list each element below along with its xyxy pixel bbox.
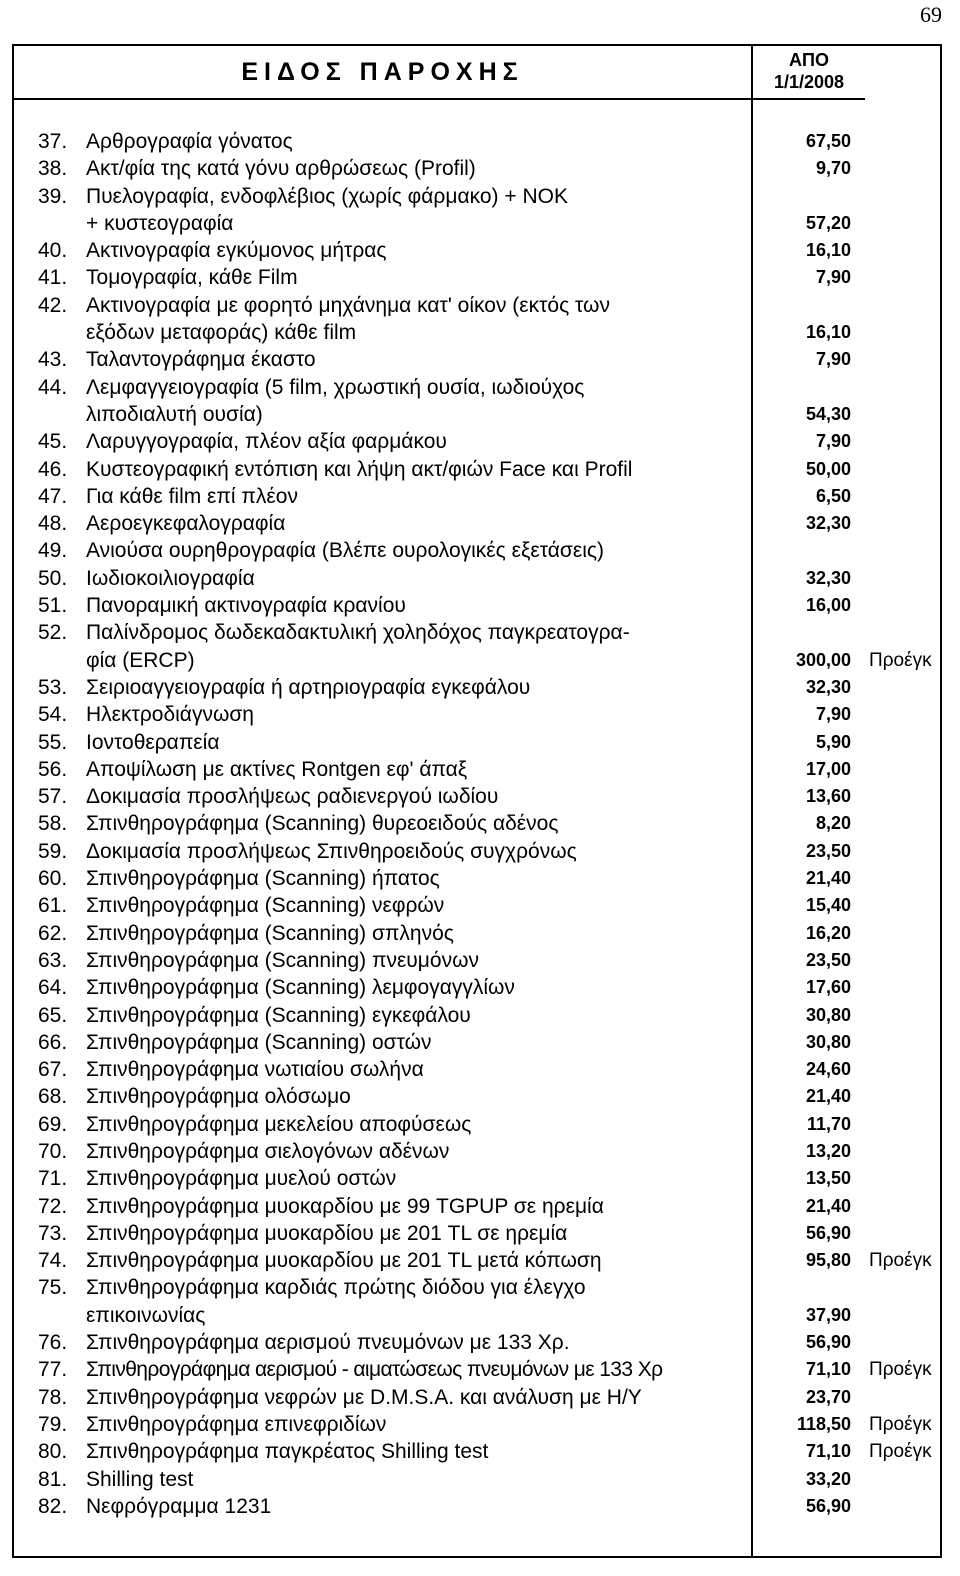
table-row <box>14 1493 940 1520</box>
row-description <box>86 619 751 674</box>
price-table <box>12 44 942 1558</box>
row-description <box>86 1329 751 1356</box>
table-row <box>14 483 940 510</box>
table-row <box>14 374 940 429</box>
row-note <box>851 456 949 483</box>
row-description <box>86 1438 751 1465</box>
table-row <box>14 510 940 537</box>
row-price: 21,40 <box>805 1086 851 1107</box>
row-note <box>851 729 949 756</box>
row-number: 52. <box>38 621 68 645</box>
table-row <box>14 674 940 701</box>
description-line: Σπινθηρογράφημα νεφρών με D.M.S.A. και ανάλυση με Η/Υ <box>86 1385 642 1409</box>
row-note <box>851 510 949 537</box>
description-line: λιποδιαλυτή ουσία) <box>86 402 263 426</box>
row-description <box>86 428 751 455</box>
row-number: 48. <box>38 512 68 536</box>
description-line: Σπινθηρογράφημα μεκελείου αποφύσεως <box>86 1112 472 1136</box>
description-line: Σπινθηρογράφημα σιελογόνων αδένων <box>86 1139 450 1163</box>
table-row <box>14 1247 940 1274</box>
row-price: 13,20 <box>805 1140 851 1161</box>
description-line: Τομογραφία, κάθε Film <box>86 266 298 290</box>
row-number: 43. <box>38 348 68 372</box>
row-number: 69. <box>38 1112 68 1136</box>
row-note <box>851 1329 949 1356</box>
row-number: 60. <box>38 867 68 891</box>
row-note <box>851 1138 949 1165</box>
row-note: Προέγκ <box>869 1413 932 1435</box>
description-line: Σπινθηρογράφημα καρδιάς πρώτης διόδου για έλεγχο <box>86 1276 586 1300</box>
row-description <box>86 1029 751 1056</box>
row-note <box>851 756 949 783</box>
row-number: 82. <box>38 1494 68 1518</box>
row-number: 59. <box>38 839 68 863</box>
row-price: 54,30 <box>805 403 851 424</box>
row-number: 65. <box>38 1003 68 1027</box>
row-price: 30,80 <box>805 1004 851 1025</box>
row-note <box>851 920 949 947</box>
table-row <box>14 1165 940 1192</box>
row-price: 7,90 <box>815 349 851 370</box>
row-price: 300,00 <box>795 649 851 670</box>
header-date-value: 1/1/2008 <box>773 72 845 92</box>
description-line: Σπινθηρογράφημα μυελού οστών <box>86 1167 397 1191</box>
row-description <box>86 1111 751 1138</box>
row-description <box>86 729 751 756</box>
row-description <box>86 1466 751 1493</box>
row-price: 95,80 <box>805 1250 851 1271</box>
table-row <box>14 1384 940 1411</box>
description-line: Ταλαντογράφημα έκαστο <box>86 348 316 372</box>
row-description <box>86 1493 751 1520</box>
row-number: 54. <box>38 703 68 727</box>
table-row <box>14 920 940 947</box>
table-row <box>14 1138 940 1165</box>
row-note: Προέγκ <box>869 1441 932 1463</box>
row-price: 32,30 <box>805 567 851 588</box>
row-number: 53. <box>38 675 68 699</box>
table-row <box>14 783 940 810</box>
row-number: 42. <box>38 293 68 317</box>
row-number: 74. <box>38 1249 68 1273</box>
row-description <box>86 237 751 264</box>
row-price: 13,60 <box>805 786 851 807</box>
description-line: επικοινωνίας <box>86 1303 206 1327</box>
row-note <box>851 1165 949 1192</box>
row-price: 8,20 <box>815 813 851 834</box>
row-description <box>86 483 751 510</box>
row-description <box>86 374 751 429</box>
row-price: 23,50 <box>805 840 851 861</box>
description-line: Shilling test <box>86 1467 194 1491</box>
table-row <box>14 237 940 264</box>
table-row <box>14 892 940 919</box>
row-number: 39. <box>38 184 68 208</box>
row-price: 15,40 <box>805 895 851 916</box>
description-line: φία (ERCP) <box>86 648 195 672</box>
row-number: 75. <box>38 1276 68 1300</box>
row-note <box>851 374 949 429</box>
row-note <box>851 1384 949 1411</box>
description-line: Σπινθηρογράφημα μυοκαρδίου με 201 TL σε ηρεμία <box>86 1221 568 1245</box>
row-description <box>86 865 751 892</box>
row-price: 24,60 <box>805 1059 851 1080</box>
description-line: Σπινθηρογράφημα μυοκαρδίου με 201 TL μετά κόπωση <box>86 1249 602 1273</box>
row-description <box>86 456 751 483</box>
description-line: Ακτινογραφία με φορητό μηχάνημα κατ' οίκον (εκτός των <box>86 293 610 317</box>
row-note <box>851 947 949 974</box>
row-description <box>86 674 751 701</box>
row-number: 58. <box>38 812 68 836</box>
row-note <box>851 1274 949 1329</box>
description-line: Ακτινογραφία εγκύμονος μήτρας <box>86 239 387 263</box>
row-price: 16,00 <box>805 595 851 616</box>
row-note <box>851 264 949 291</box>
header-divider <box>14 98 751 100</box>
row-note <box>851 1002 949 1029</box>
row-description <box>86 1220 751 1247</box>
table-row <box>14 1193 940 1220</box>
row-number: 57. <box>38 785 68 809</box>
row-price: 71,10 <box>805 1359 851 1380</box>
description-line: Σπινθηρογράφημα (Scanning) θυρεοειδούς αδένος <box>86 812 559 836</box>
row-note <box>851 155 949 182</box>
row-note <box>851 1056 949 1083</box>
row-price: 16,20 <box>805 922 851 943</box>
table-body <box>14 128 940 1520</box>
row-note: Προέγκ <box>869 649 932 671</box>
header-date-label: ΑΠΟ <box>789 50 829 70</box>
row-description <box>86 264 751 291</box>
row-price: 32,30 <box>805 676 851 697</box>
row-price: 7,90 <box>815 704 851 725</box>
row-price: 23,50 <box>805 949 851 970</box>
row-price: 30,80 <box>805 1031 851 1052</box>
row-description <box>86 346 751 373</box>
table-row <box>14 619 940 674</box>
row-note <box>851 346 949 373</box>
row-number: 77. <box>38 1358 68 1382</box>
description-line: Σπινθηρογράφημα (Scanning) οστών <box>86 1030 432 1054</box>
row-description <box>86 292 751 347</box>
table-row <box>14 1029 940 1056</box>
row-price: 9,70 <box>815 158 851 179</box>
row-note <box>851 1029 949 1056</box>
row-number: 55. <box>38 730 68 754</box>
table-row <box>14 1411 940 1438</box>
row-price: 50,00 <box>805 458 851 479</box>
row-number: 61. <box>38 894 68 918</box>
row-description <box>86 701 751 728</box>
row-price: 71,10 <box>805 1441 851 1462</box>
row-description <box>86 1411 751 1438</box>
row-price: 6,50 <box>815 485 851 506</box>
row-number: 64. <box>38 976 68 1000</box>
row-number: 81. <box>38 1467 68 1491</box>
table-row <box>14 756 940 783</box>
row-number: 66. <box>38 1030 68 1054</box>
row-description <box>86 756 751 783</box>
table-row <box>14 701 940 728</box>
row-price: 33,20 <box>805 1468 851 1489</box>
description-line: Για κάθε film επί πλέον <box>86 484 298 508</box>
description-line: Σπινθηρογράφημα αερισμού - αιματώσεως πνευμόνων με 133 Χρ <box>86 1358 663 1382</box>
description-line: Κυστεογραφική εντόπιση και λήψη ακτ/φιών Face και Profil <box>86 457 633 481</box>
row-number: 70. <box>38 1139 68 1163</box>
header-divider-right <box>751 98 865 100</box>
description-line: Νεφρόγραμμα 1231 <box>86 1494 272 1518</box>
row-description <box>86 1165 751 1192</box>
row-note <box>851 292 949 347</box>
table-row <box>14 428 940 455</box>
row-note: Προέγκ <box>869 1359 932 1381</box>
row-note <box>851 974 949 1001</box>
row-number: 46. <box>38 457 68 481</box>
table-row <box>14 1056 940 1083</box>
row-description <box>86 1083 751 1110</box>
row-price: 17,60 <box>805 977 851 998</box>
row-note <box>851 592 949 619</box>
row-description <box>86 783 751 810</box>
row-number: 62. <box>38 921 68 945</box>
row-note <box>851 183 949 238</box>
row-description <box>86 592 751 619</box>
row-number: 67. <box>38 1058 68 1082</box>
row-description <box>86 155 751 182</box>
row-description <box>86 565 751 592</box>
table-row <box>14 155 940 182</box>
row-number: 37. <box>38 130 68 153</box>
row-price: 37,90 <box>805 1304 851 1325</box>
table-row <box>14 1466 940 1493</box>
row-price: 13,50 <box>805 1168 851 1189</box>
row-description <box>86 1384 751 1411</box>
table-row <box>14 1329 940 1356</box>
row-description <box>86 1138 751 1165</box>
row-note <box>851 865 949 892</box>
description-line: Σπινθηρογράφημα (Scanning) νεφρών <box>86 894 445 918</box>
row-description <box>86 838 751 865</box>
row-description <box>86 183 751 238</box>
table-row <box>14 729 940 756</box>
row-price: 56,90 <box>805 1222 851 1243</box>
row-note <box>851 1466 949 1493</box>
row-note <box>851 428 949 455</box>
row-number: 41. <box>38 266 68 290</box>
row-price: 7,90 <box>815 431 851 452</box>
row-note <box>851 483 949 510</box>
row-price: 67,50 <box>805 131 851 151</box>
description-line: Πυελογραφία, ενδοφλέβιος (χωρίς φάρμακο) + ΝΟΚ <box>86 184 568 208</box>
row-description <box>86 974 751 1001</box>
table-row <box>14 292 940 347</box>
description-line: Αρθρογραφία γόνατος <box>86 130 293 153</box>
row-number: 80. <box>38 1440 68 1464</box>
description-line: Σπινθηρογράφημα παγκρέατος Shilling test <box>86 1440 489 1464</box>
description-line: Αεροεγκεφαλογραφία <box>86 512 286 536</box>
table-header-date <box>753 49 865 93</box>
description-line: Σπινθηρογράφημα (Scanning) εγκεφάλου <box>86 1003 471 1027</box>
table-row <box>14 128 940 155</box>
description-line: Σπινθηρογράφημα (Scanning) ήπατος <box>86 867 440 891</box>
row-number: 49. <box>38 539 68 563</box>
row-note <box>851 537 949 564</box>
row-price: 56,90 <box>805 1495 851 1516</box>
row-number: 78. <box>38 1385 68 1409</box>
description-line: Δοκιμασία προσλήψεως Σπινθηροειδούς συγχρόνως <box>86 839 577 863</box>
table-row <box>14 947 940 974</box>
row-description <box>86 947 751 974</box>
table-row <box>14 1002 940 1029</box>
row-number: 56. <box>38 757 68 781</box>
description-line: Λαρυγγογραφία, πλέον αξία φαρμάκου <box>86 430 447 454</box>
row-number: 50. <box>38 566 68 590</box>
description-line: Σπινθηρογράφημα μυοκαρδίου με 99 TGPUP σε ηρεμία <box>86 1194 604 1218</box>
row-price: 16,10 <box>805 322 851 343</box>
row-number: 72. <box>38 1194 68 1218</box>
row-price: 21,40 <box>805 868 851 889</box>
description-line: Σπινθηρογράφημα (Scanning) σπληνός <box>86 921 454 945</box>
table-row <box>14 346 940 373</box>
description-line: Λεμφαγγειογραφία (5 film, χρωστική ουσία, ιωδιούχος <box>86 375 585 399</box>
table-row <box>14 565 940 592</box>
row-description <box>86 1247 751 1274</box>
description-line: + κυστεογραφία <box>86 211 234 235</box>
table-row <box>14 1356 940 1383</box>
row-description <box>86 920 751 947</box>
table-row <box>14 1274 940 1329</box>
row-description <box>86 537 751 564</box>
row-number: 40. <box>38 239 68 263</box>
row-note <box>851 1193 949 1220</box>
description-line: Ηλεκτροδιάγνωση <box>86 703 254 727</box>
row-description <box>86 1193 751 1220</box>
description-line: Σπινθηρογράφημα επινεφριδίων <box>86 1412 387 1436</box>
row-price <box>751 537 851 564</box>
row-price: 32,30 <box>805 513 851 534</box>
row-price: 5,90 <box>815 731 851 752</box>
table-row <box>14 810 940 837</box>
row-description <box>86 128 751 155</box>
row-number: 44. <box>38 375 68 399</box>
description-line: Σπινθηρογράφημα ολόσωμο <box>86 1085 351 1109</box>
row-description <box>86 510 751 537</box>
row-number: 51. <box>38 594 68 618</box>
row-price: 23,70 <box>805 1386 851 1407</box>
row-number: 45. <box>38 430 68 454</box>
description-line: Σπινθηρογράφημα νωτιαίου σωλήνα <box>86 1058 424 1082</box>
row-price: 11,70 <box>806 1113 851 1134</box>
row-note <box>851 674 949 701</box>
row-note <box>851 237 949 264</box>
row-number: 47. <box>38 484 68 508</box>
row-note <box>851 783 949 810</box>
table-row <box>14 592 940 619</box>
table-header-title: ΕΙΔΟΣ ΠΑΡΟΧΗΣ <box>241 58 524 86</box>
row-number: 79. <box>38 1412 68 1436</box>
row-price: 56,90 <box>805 1332 851 1353</box>
row-note <box>851 701 949 728</box>
row-description <box>86 892 751 919</box>
row-description <box>86 810 751 837</box>
table-row <box>14 183 940 238</box>
row-description <box>86 1002 751 1029</box>
row-price: 17,00 <box>805 758 851 779</box>
table-row <box>14 1111 940 1138</box>
table-row <box>14 456 940 483</box>
table-row <box>14 1438 940 1465</box>
description-line: Ιωδιοκοιλιογραφία <box>86 566 255 590</box>
table-row <box>14 1220 940 1247</box>
row-note <box>851 1111 949 1138</box>
row-note <box>851 838 949 865</box>
row-price: 7,90 <box>815 267 851 288</box>
row-price: 21,40 <box>805 1195 851 1216</box>
row-number: 68. <box>38 1085 68 1109</box>
description-line: εξόδων μεταφοράς) κάθε film <box>86 321 357 345</box>
row-price: 118,50 <box>796 1413 851 1434</box>
row-number: 38. <box>38 157 68 181</box>
row-note <box>851 810 949 837</box>
row-number: 71. <box>38 1167 68 1191</box>
row-price: 57,20 <box>805 212 851 233</box>
description-line: Σπινθηρογράφημα (Scanning) πνευμόνων <box>86 948 479 972</box>
description-line: Ακτ/φία της κατά γόνυ αρθρώσεως (Profil) <box>86 157 476 181</box>
description-line: Ανιούσα ουρηθρογραφία (Βλέπε ουρολογικές εξετάσεις) <box>86 539 604 563</box>
row-number: 76. <box>38 1331 68 1355</box>
description-line: Σπινθηρογράφημα αερισμού πνευμόνων με 133 Χρ. <box>86 1331 570 1355</box>
row-price: 16,10 <box>805 240 851 261</box>
description-line: Αποψίλωση με ακτίνες Rontgen εφ' άπαξ <box>86 757 468 781</box>
description-line: Σπινθηρογράφημα (Scanning) λεμφογαγγλίων <box>86 976 515 1000</box>
row-note <box>851 1220 949 1247</box>
row-description <box>86 1356 751 1383</box>
row-note <box>851 128 949 155</box>
row-note <box>851 1493 949 1520</box>
row-note: Προέγκ <box>869 1250 932 1272</box>
row-note <box>851 565 949 592</box>
description-line: Δοκιμασία προσλήψεως ραδιενεργού ιωδίου <box>86 785 499 809</box>
row-description <box>86 1274 751 1329</box>
table-row <box>14 974 940 1001</box>
table-row <box>14 537 940 564</box>
row-number: 73. <box>38 1221 68 1245</box>
page-number: 69 <box>920 2 942 27</box>
description-line: Σειριοαγγειογραφία ή αρτηριογραφία εγκεφάλου <box>86 675 531 699</box>
row-note <box>851 1083 949 1110</box>
row-note <box>851 892 949 919</box>
row-description <box>86 1056 751 1083</box>
row-number: 63. <box>38 948 68 972</box>
table-row <box>14 264 940 291</box>
table-row <box>14 1083 940 1110</box>
description-line: Ιοντοθεραπεία <box>86 730 220 754</box>
table-row <box>14 838 940 865</box>
table-row <box>14 865 940 892</box>
description-line: Πανοραμική ακτινογραφία κρανίου <box>86 594 406 618</box>
description-line: Παλίνδρομος δωδεκαδακτυλική χοληδόχος παγκρεατογρα- <box>86 621 630 645</box>
